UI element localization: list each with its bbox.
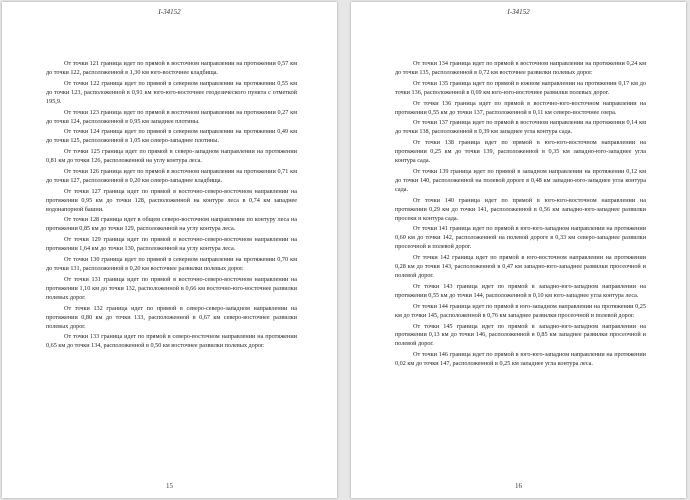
paragraph: От точки 132 граница идет по прямой в северо-северо-западном направлении на протяжении 0,80 км до точки 133, расположенной в 0,67 км северо-восточнее развилки полевых дорог. — [46, 304, 297, 330]
paragraph: От точки 133 граница идет по прямой в северо-восточном направлении на протяжении 0,65 км до точки 134, расположенной в 0,50 км восточнее развилки полевых дорог. — [46, 333, 297, 350]
right-page — [351, 2, 686, 498]
paragraph: От точки 140 граница идет по прямой в юго-юго-восточном направлении на протяжении 0,29 км до точки 141, расположенной в 0,56 км западно-юго-западнее развилки просеки и контура сада. — [395, 196, 646, 222]
paragraph: От точки 138 граница идет по прямой в юго-юго-восточном направлении на протяжении 0,25 км до точки 139, расположенной в 0,35 км западно-юго-западнее угла контура сада. — [395, 139, 646, 165]
page-header: I-34152 — [158, 8, 181, 16]
paragraph: От точки 124 граница идет по прямой в северном направлении на протяжении 0,49 км до точки 125, расположенной в 1,05 км северо-западнее плотины. — [46, 128, 297, 145]
paragraph: От точки 130 граница идет по прямой в северном направлении на протяжении 0,70 км до точки 131, расположенной в 0,20 км восточнее развилки полевых дорог. — [46, 256, 297, 273]
paragraph: От точки 126 граница идет по прямой в восточном направлении на протяжении 0,71 км до точки 127, расположенной в 0,20 км северо-западнее кладбища. — [46, 167, 297, 184]
paragraph: От точки 134 граница идет по прямой в восточном направлении на протяжении 0,24 км до точки 135, расположенной в 0,72 км восточнее развилки полевых дорог. — [395, 60, 646, 76]
paragraph: От точки 141 граница идет по прямой в юго-юго-западном направлении на протяжении 0,60 км до точки 142, расположенной на полевой дороге в 0,33 км северо-западнее развилки просеочной и полевой дорог. — [395, 225, 646, 251]
paragraph: От точки 122 граница идет по прямой в северном направлении на протяжении 0,55 км до точки 123, расположенной в 0,91 км юго-юго-восточнее геодезического пункта с отметкой 195,9. — [46, 79, 297, 105]
page-body — [395, 60, 646, 371]
paragraph: От точки 129 граница идет по прямой в восточно-северо-восточном направлении на протяжении 1,64 км до точки 130, расположенной на углу контура леса. — [46, 236, 297, 253]
paragraph: От точки 125 граница идет по прямой в северо-западном направлении на протяжении 0,81 км до точки 126, расположенной на углу контура леса. — [46, 148, 297, 165]
paragraph: От точки 135 граница идет по прямой в южном направлении на протяжении 0,17 км до точки 136, расположенной в 0,69 км юго-юго-восточнее развилки полевых дорог. — [395, 79, 646, 96]
page-number: 15 — [166, 482, 173, 490]
paragraph: От точки 142 граница идет по прямой в юго-восточном направлении на протяжении 0,28 км до точки 143, расположенной в 0,47 км западно-юго-западнее развилки просеочной и полевой дорог. — [395, 254, 646, 280]
page-body — [46, 60, 297, 353]
paragraph: От точки 137 граница идет по прямой в восточном направлении на протяжении 0,14 км до точки 138, расположенной в 0,39 км западнее угла контура сада. — [395, 119, 646, 136]
paragraph: От точки 131 граница идет по прямой в восточно-северо-восточном направлении на протяжении 1,10 км до точки 132, расположенной в 0,66 км восточно-юго-восточнее развилки полевых дорог. — [46, 275, 297, 301]
paragraph: От точки 145 граница идет по прямой в западно-юго-западном направлении на протяжении 0,13 км до точки 146, расположенной в 0,85 км западнее развилки просеочной и полевой дорог. — [395, 322, 646, 348]
paragraph: От точки 144 граница идет по прямой в юго-западном направлении на протяжении 0,25 км до точки 145, расположенной в 0,76 км западнее развилки просеочной и полевой дорог. — [395, 302, 646, 319]
paragraph: От точки 127 граница идет по прямой в восточно-северо-восточном направлении на протяжении 0,95 км до точки 128, расположенной на контуре леса в 0,74 км западнее водонапорной башни. — [46, 187, 297, 213]
paragraph: От точки 123 граница идет по прямой в восточном направлении на протяжении 0,27 км до точки 124, расположенной в 0,95 км западнее плотины. — [46, 108, 297, 125]
left-page — [2, 2, 337, 498]
paragraph: От точки 143 граница идет по прямой в западно-юго-западном направлении на протяжении 0,55 км до точки 144, расположенной в 0,10 км юго-западнее угла контура леса. — [395, 282, 646, 299]
paragraph: От точки 128 граница идет в общем северо-восточном направлении по контуру леса на протяжении 0,85 км до точки 129, расположенной на углу контура леса. — [46, 216, 297, 233]
paragraph: От точки 121 граница идет по прямой в восточном направлении на протяжении 0,57 км до точки 122, расположенной в 1,30 км юго-восточнее кладбища. — [46, 60, 297, 76]
page-number: 16 — [515, 482, 522, 490]
paragraph: От точки 146 граница идет по прямой в юго-юго-западном направлении на протяжении 0,02 км до точки 147, расположенной в 0,25 км западнее угла контура леса. — [395, 351, 646, 368]
page-header: I-34152 — [507, 8, 530, 16]
paragraph: От точки 139 граница идет по прямой в западном направлении на протяжении 0,12 км до точки 140, расположенной на полевой дороге в 0,48 км западно-юго-западнее угла контура сада. — [395, 167, 646, 193]
paragraph: От точки 136 граница идет по прямой в восточно-юго-восточном направлении на протяжении 0,55 км до точки 137, расположенной в 0,11 км северо-восточнее озера. — [395, 99, 646, 116]
